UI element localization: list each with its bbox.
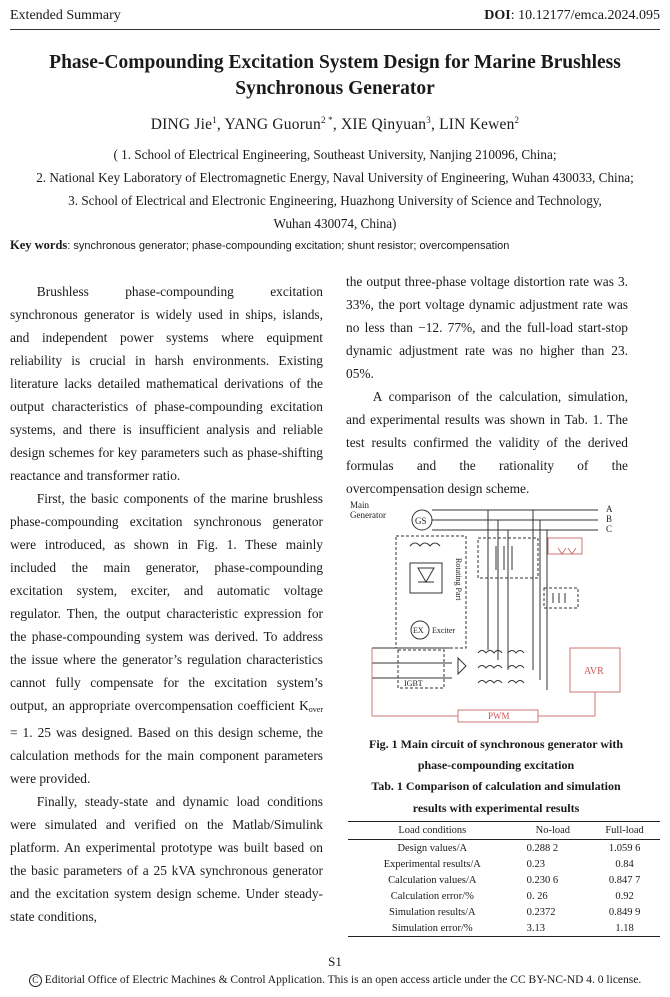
keywords-text: synchronous generator; phase-compounding excitation; shunt resistor; overcompensation (73, 240, 510, 252)
table-caption-line: Tab. 1 Comparison of calculation and simulation (371, 779, 621, 793)
affiliation-line: ( 1. School of Electrical Engineering, Southeast University, Nanjing 210096, China; (113, 147, 557, 162)
table-cell: 0.84 (615, 858, 634, 870)
figure-caption-line: Fig. 1 Main circuit of synchronous generator with (369, 737, 623, 751)
table-cell: 0.288 2 (526, 842, 559, 854)
table-cell: Experimental results/A (383, 858, 481, 870)
label-gs: GS (415, 516, 427, 526)
doi-label: DOI (484, 8, 511, 23)
keywords-label: Key words (10, 238, 68, 252)
body-paragraph: Finally, steady-state and dynamic load conditions were simulated and verified on the Matlab/Simulink platform. An experimental prototype was built based on the basic parameters of a 25 kVA synchronous generator and the excitation system design scheme. Under steady-state conditions, (10, 794, 323, 924)
label-rotating: Rotating Part (454, 558, 463, 601)
subscript: over (308, 705, 323, 714)
author-name: DING Jie (150, 116, 213, 134)
table-cell: 0.92 (615, 890, 634, 902)
affiliation-line: 2. National Key Laboratory of Electromagnetic Energy, Naval University of Engineering, Wuhan 430033, China; (36, 170, 634, 185)
author-name: XIE Qinyuan (340, 116, 427, 134)
header-section-label: Extended Summary (10, 8, 121, 23)
table-cell: 0.847 7 (608, 874, 641, 886)
keywords: Key words: synchronous generator; phase-compounding excitation; shunt resistor; overcompensation (10, 238, 510, 252)
label-phase-a: A (606, 504, 613, 514)
table-caption (346, 775, 646, 819)
label-igbt: IGBT (404, 679, 423, 688)
table-row (348, 920, 660, 937)
paper-title (30, 50, 640, 102)
table-cell: 0. 26 (526, 890, 548, 902)
left-column (10, 280, 323, 928)
header-doi (484, 8, 660, 24)
table-cell: Design values/A (397, 842, 468, 854)
table-cell: 0.230 6 (526, 874, 559, 886)
author-name: LIN Kewen (439, 116, 515, 134)
table-row (348, 904, 660, 920)
author-affil-mark: 2 (514, 115, 520, 125)
title-line-2: Synchronous Generator (235, 78, 435, 99)
author-affil-mark: 1 (212, 115, 217, 125)
table-cell: 3.13 (517, 920, 590, 937)
author-affil-mark: 2 * (320, 115, 333, 125)
label-main: Main (350, 500, 369, 510)
author-list: DING Jie$^1$, YANG Guorun$^{2 *}$, XIE Qinyuan$^3$, LIN Kewen$^2$ (150, 115, 520, 134)
title-line-1: Phase-Compounding Excitation System Design for Marine Brushless (49, 52, 621, 73)
label-phase-b: B (606, 514, 613, 524)
table-row (348, 840, 660, 857)
copyright-icon: C (29, 974, 42, 987)
right-column (346, 270, 628, 500)
body-text: First, the basic components of the marine brushless phase-compounding excitation synchronous generator were introduced, as shown in Fig. 1. These mainly included the main generator, phase-compounding excitation system, exciter, and automatic voltage regulator. Then, the output characteristic expression for the phase-compounding system was derived. To address the issue where the generator’s regulation characteristics cannot fully compensate for the excitation system’s output, an appropriate overcompensation coefficient K (10, 491, 323, 713)
table-cell: Calculation values/A (388, 874, 477, 886)
table-cell: 0.2372 (526, 906, 556, 918)
table-header: Full-load (589, 822, 660, 840)
table-cell: 0.849 9 (608, 906, 641, 918)
label-ex: EX (413, 626, 424, 635)
table-row (348, 888, 660, 904)
author-name: YANG Guorun (224, 116, 321, 134)
affiliation-line: Wuhan 430074, China) (273, 216, 397, 231)
body-paragraph: Brushless phase-compounding excitation synchronous generator is widely used in ships, islands, and independent power systems where equipment reliability is crucial in harsh environments. Existing literature lacks detailed mathematical derivations of the output characteristics of phase-compounding excitation systems, and there is insufficient analysis and reliable design schemes for key parameters such as phase-shifting reactance and transformer ratio. (10, 284, 323, 483)
figure-caption (346, 734, 646, 776)
table-cell: 1.059 6 (608, 842, 641, 854)
label-generator: Generator (350, 510, 386, 520)
figure-caption-line: phase-compounding excitation (417, 758, 575, 772)
table-cell: 0.23 (526, 858, 545, 870)
table-header: No-load (517, 822, 590, 840)
results-table (348, 821, 660, 937)
table-header-row (348, 822, 660, 840)
license-footer (0, 974, 670, 987)
table-cell: 1.18 (589, 920, 660, 937)
table-row (348, 856, 660, 872)
label-pwm: PWM (488, 711, 510, 721)
label-phase-c: C (606, 524, 613, 534)
author-affil-mark: 3 (426, 115, 431, 125)
table-caption-line: results with experimental results (412, 801, 580, 815)
body-paragraph (10, 487, 323, 790)
body-paragraph: the output three-phase voltage distortion rate was 3. 33%, the port voltage dynamic adjustment rate was no less than −12. 77%, and the full-load start-stop dynamic adjustment rate was no higher than 23. 05%. (346, 274, 628, 381)
label-avr: AVR (584, 666, 604, 677)
table-row (348, 872, 660, 888)
doi-value: : 10.12177/emca.2024.095 (510, 8, 660, 23)
body-text: = 1. 25 was designed. Based on this design scheme, the calculation methods for the main component parameters were provided. (10, 725, 323, 786)
body-paragraph: A comparison of the calculation, simulation, and experimental results was shown in Tab. 1. The test results confirmed the validity of the derived formulas and the rationality of the overcompensation design scheme. (346, 389, 628, 496)
circuit-diagram (348, 498, 626, 730)
affiliation-line: 3. School of Electrical and Electronic Engineering, Huazhong University of Science and Technology, (68, 193, 602, 208)
page-number: S1 (328, 954, 342, 969)
affiliations (0, 143, 670, 235)
label-exciter: Exciter (432, 626, 456, 635)
table-cell: Simulation results/A (388, 906, 476, 918)
license-text: Editorial Office of Electric Machines & Control Application. This is an open access article under the CC BY-NC-ND 4. 0 license. (44, 974, 642, 986)
table-cell: Simulation error/% (348, 920, 517, 937)
table-header: Load conditions (348, 822, 517, 840)
page-header (10, 4, 660, 30)
table-cell: Calculation error/% (390, 890, 474, 902)
